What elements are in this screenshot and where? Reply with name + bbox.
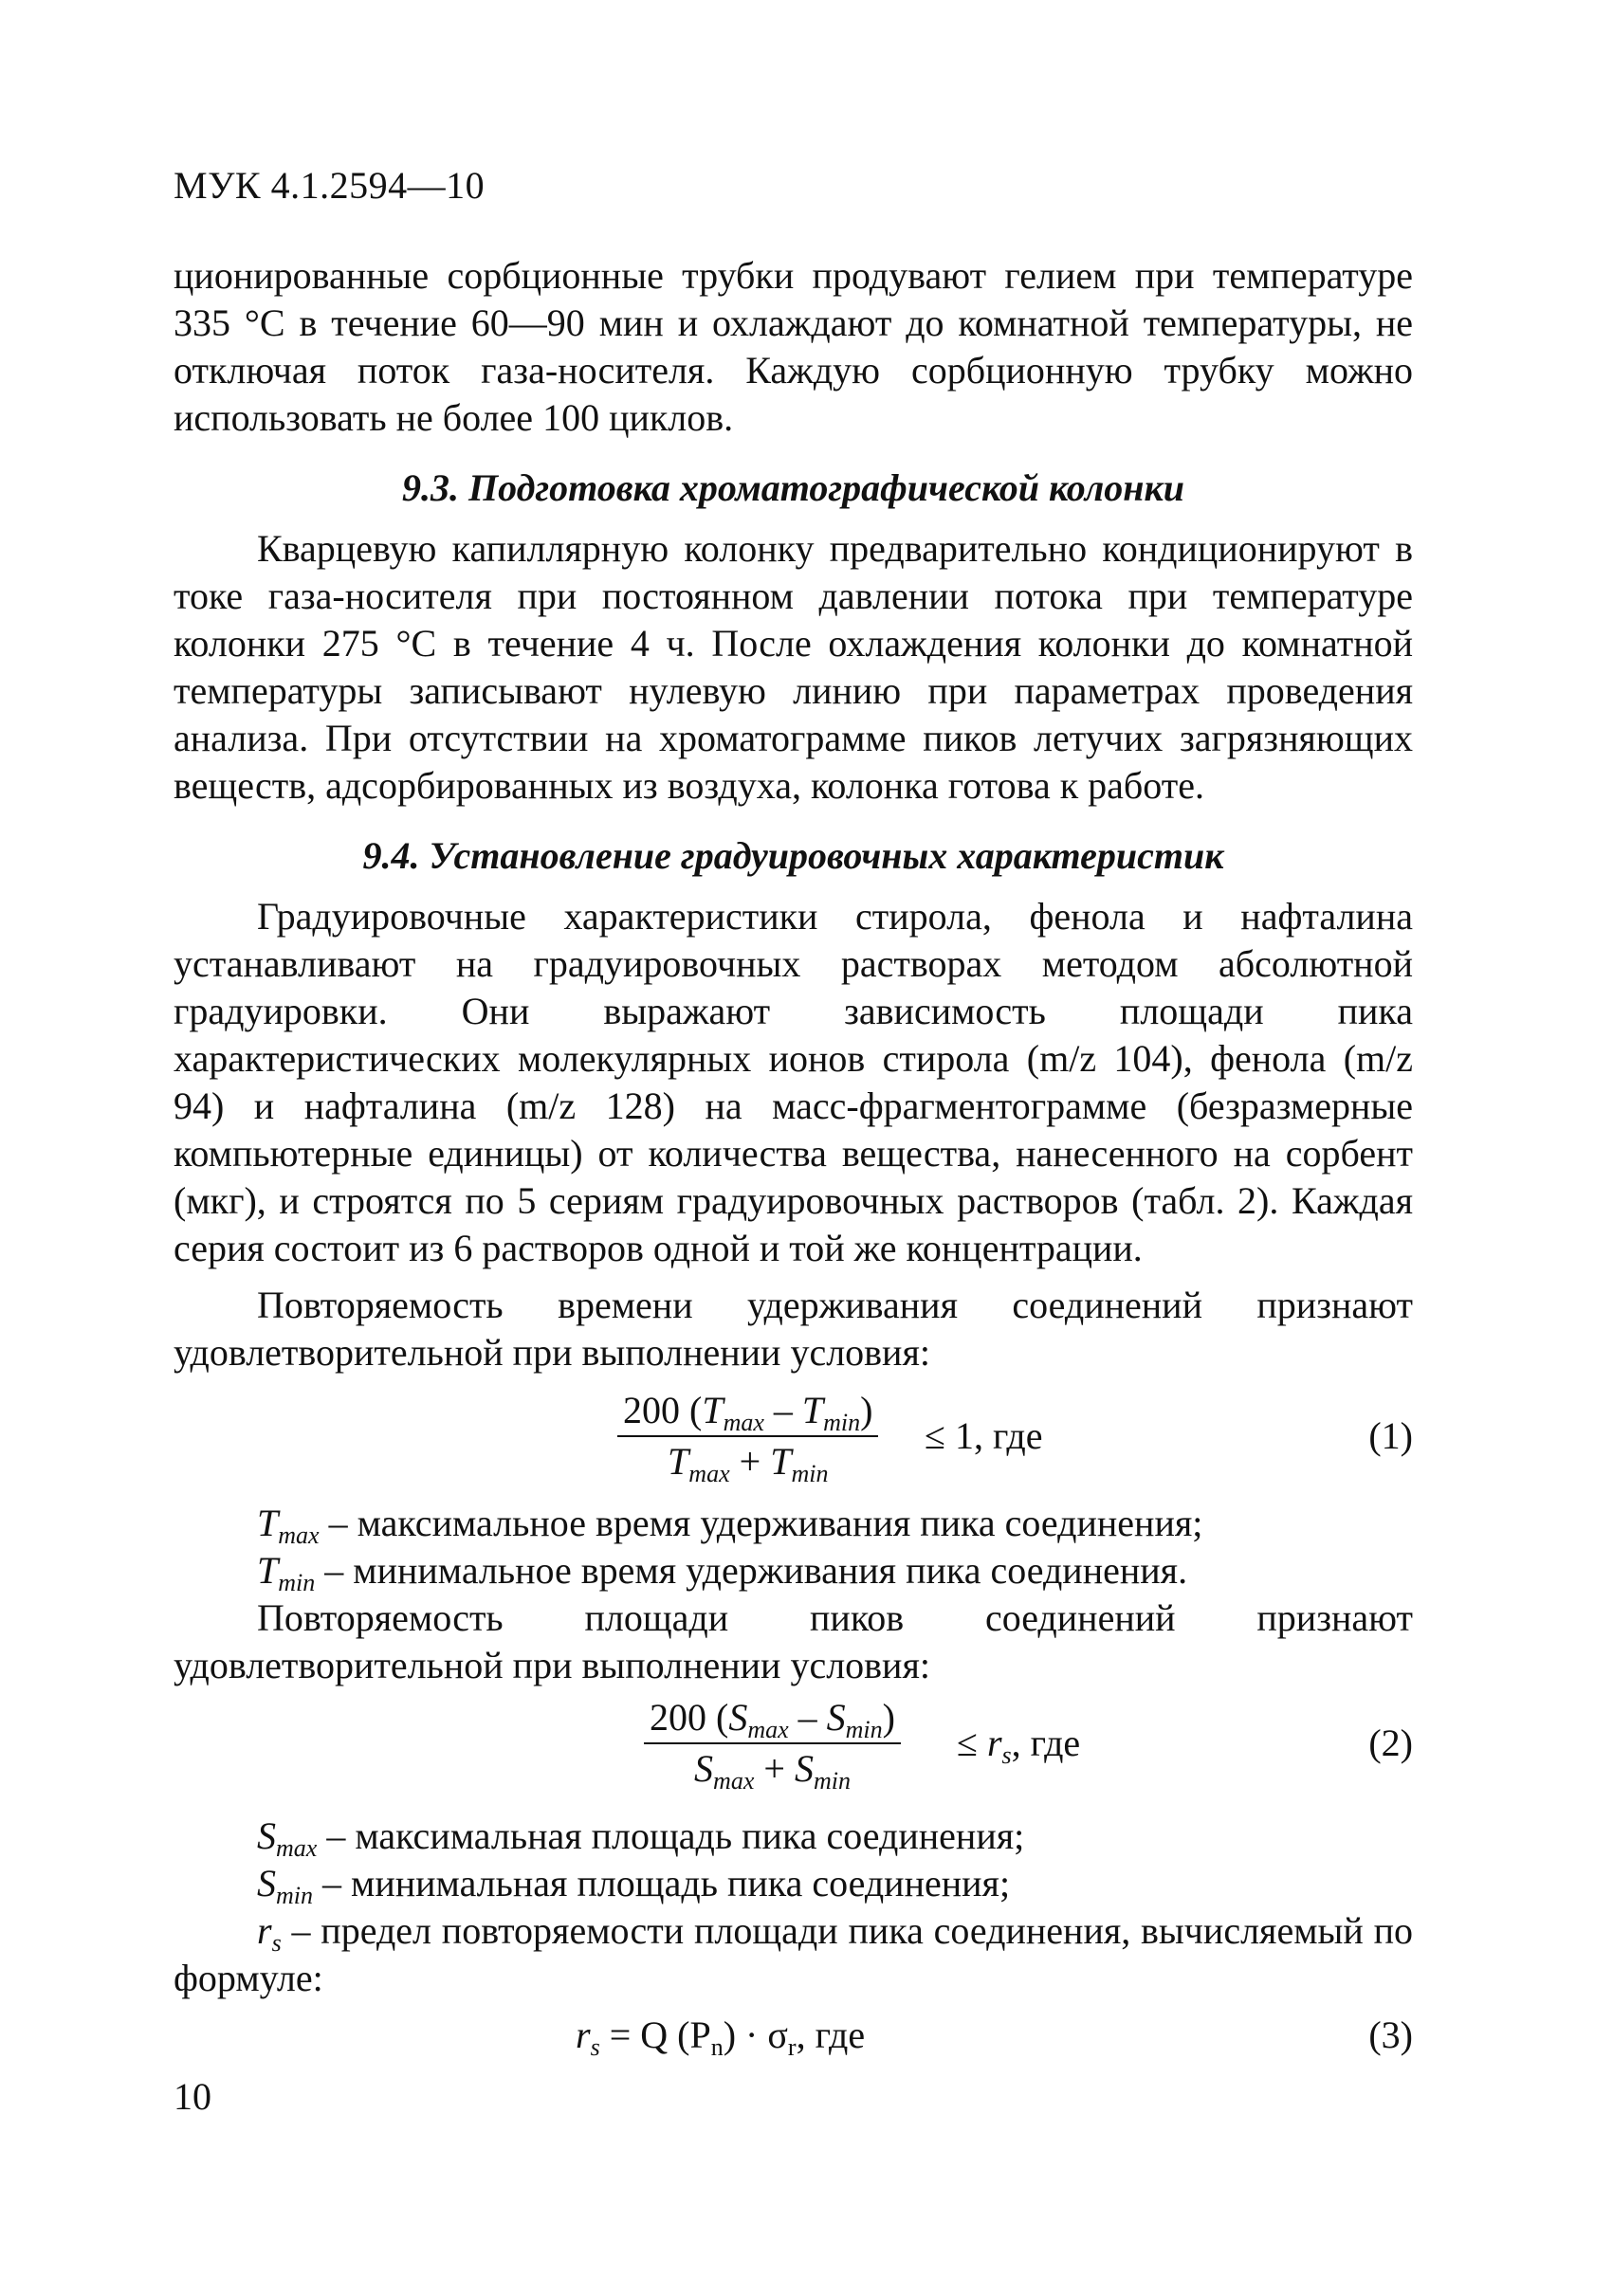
- formula-2-fraction: [644, 1693, 901, 1794]
- formula-1-fraction: [617, 1386, 878, 1486]
- paragraph-calibration: Градуировочные характеристики стирола, фенола и нафталина устанавливают на градуировочных растворах методом абсолютной градуировки. Они выражают зависимость площади пика характеристических молекулярных ионов стирола (m/z 104), фенола (m/z 94) и нафталина (m/z 128) на масс-фрагментограмме (безразмерные компьютерные единицы) от количества вещества, нанесенного на сорбент (мкг), и строятся по 5 сериям градуировочных растворов (табл. 2). Каждая серия состоит из 6 растворов одной и той же концентрации.: [174, 895, 1413, 1269]
- definition-s-max: $S_{max}$ – максимальная площадь пика соединения;: [257, 1814, 1025, 1862]
- document-body: [174, 252, 1413, 2068]
- paragraph-column-conditioning: Кварцевую капиллярную колонку предварительно кондиционируют в токе газа-носителя при постоянном давлении потока при температуре колонки 275 °C в течение 4 ч. После охлаждения колонки до комнатной температуры записывают нулевую линию при параметрах проведения анализа. При отсутствии на хроматограмме пиков летучих загрязняющих веществ, адсорбированных из воздуха, колонка готова к работе.: [174, 527, 1413, 807]
- formula-2-denominator: $S_{max} + S_{min}$: [694, 1747, 851, 1795]
- definition-r-s: $r_s$ – предел повторяемости площади пика соединения, вычисляемый по формуле:: [174, 1909, 1413, 1999]
- section-title-9-4: 9.4. Установление градуировочных характеристик: [362, 834, 1224, 877]
- formula-2-numerator: 200 $(S_{max} - S_{min})$: [644, 1693, 901, 1744]
- definition-s-min: $S_{min}$ – минимальная площадь пика соединения;: [257, 1862, 1011, 1909]
- formula-1-denominator: $T_{max} + T_{min}$: [668, 1440, 829, 1487]
- definition-t-min: $T_{min}$ – минимальное время удерживания пика соединения.: [257, 1549, 1188, 1596]
- formula-1-number: (1): [1368, 1414, 1413, 1457]
- section-title-9-3: 9.3. Подготовка хроматографической колонки: [401, 466, 1185, 509]
- document-header: МУК 4.1.2594—10: [174, 164, 486, 207]
- formula-2-number: (2): [1368, 1722, 1413, 1764]
- formula-2-condition: ≤ $r_s$, где: [957, 1722, 1081, 1769]
- formula-1-condition: ≤ 1, где: [925, 1414, 1043, 1457]
- formula-2: [174, 1689, 1413, 1813]
- paragraph-area-repeatability: Повторяемость площади пиков соединений признают удовлетворительной при выполнении условия:: [174, 1596, 1413, 1686]
- page-number: 10: [174, 2075, 211, 2118]
- formula-1: [174, 1376, 1413, 1500]
- paragraph-retention-repeatability: Повторяемость времени удерживания соединений признают удовлетворительной при выполнении условия:: [174, 1284, 1413, 1374]
- definition-t-max: $T_{max}$ – максимальное время удерживания пика соединения;: [257, 1502, 1203, 1549]
- paragraph-continuation: ционированные сорбционные трубки продувают гелием при температуре 335 °C в течение 60—90 мин и охлаждают до комнатной температуры, не отключая поток газа-носителя. Каждую сорбционную трубку можно использовать не более 100 циклов.: [174, 254, 1413, 439]
- formula-1-numerator: 200 $(T_{max} - T_{min})$: [617, 1386, 878, 1437]
- formula-3-expression: $r_s = Q$ $(P_n) \cdot \sigma_r$, где: [576, 2014, 866, 2061]
- formula-3-number: (3): [1368, 2014, 1413, 2056]
- formula-3: [174, 2002, 1413, 2068]
